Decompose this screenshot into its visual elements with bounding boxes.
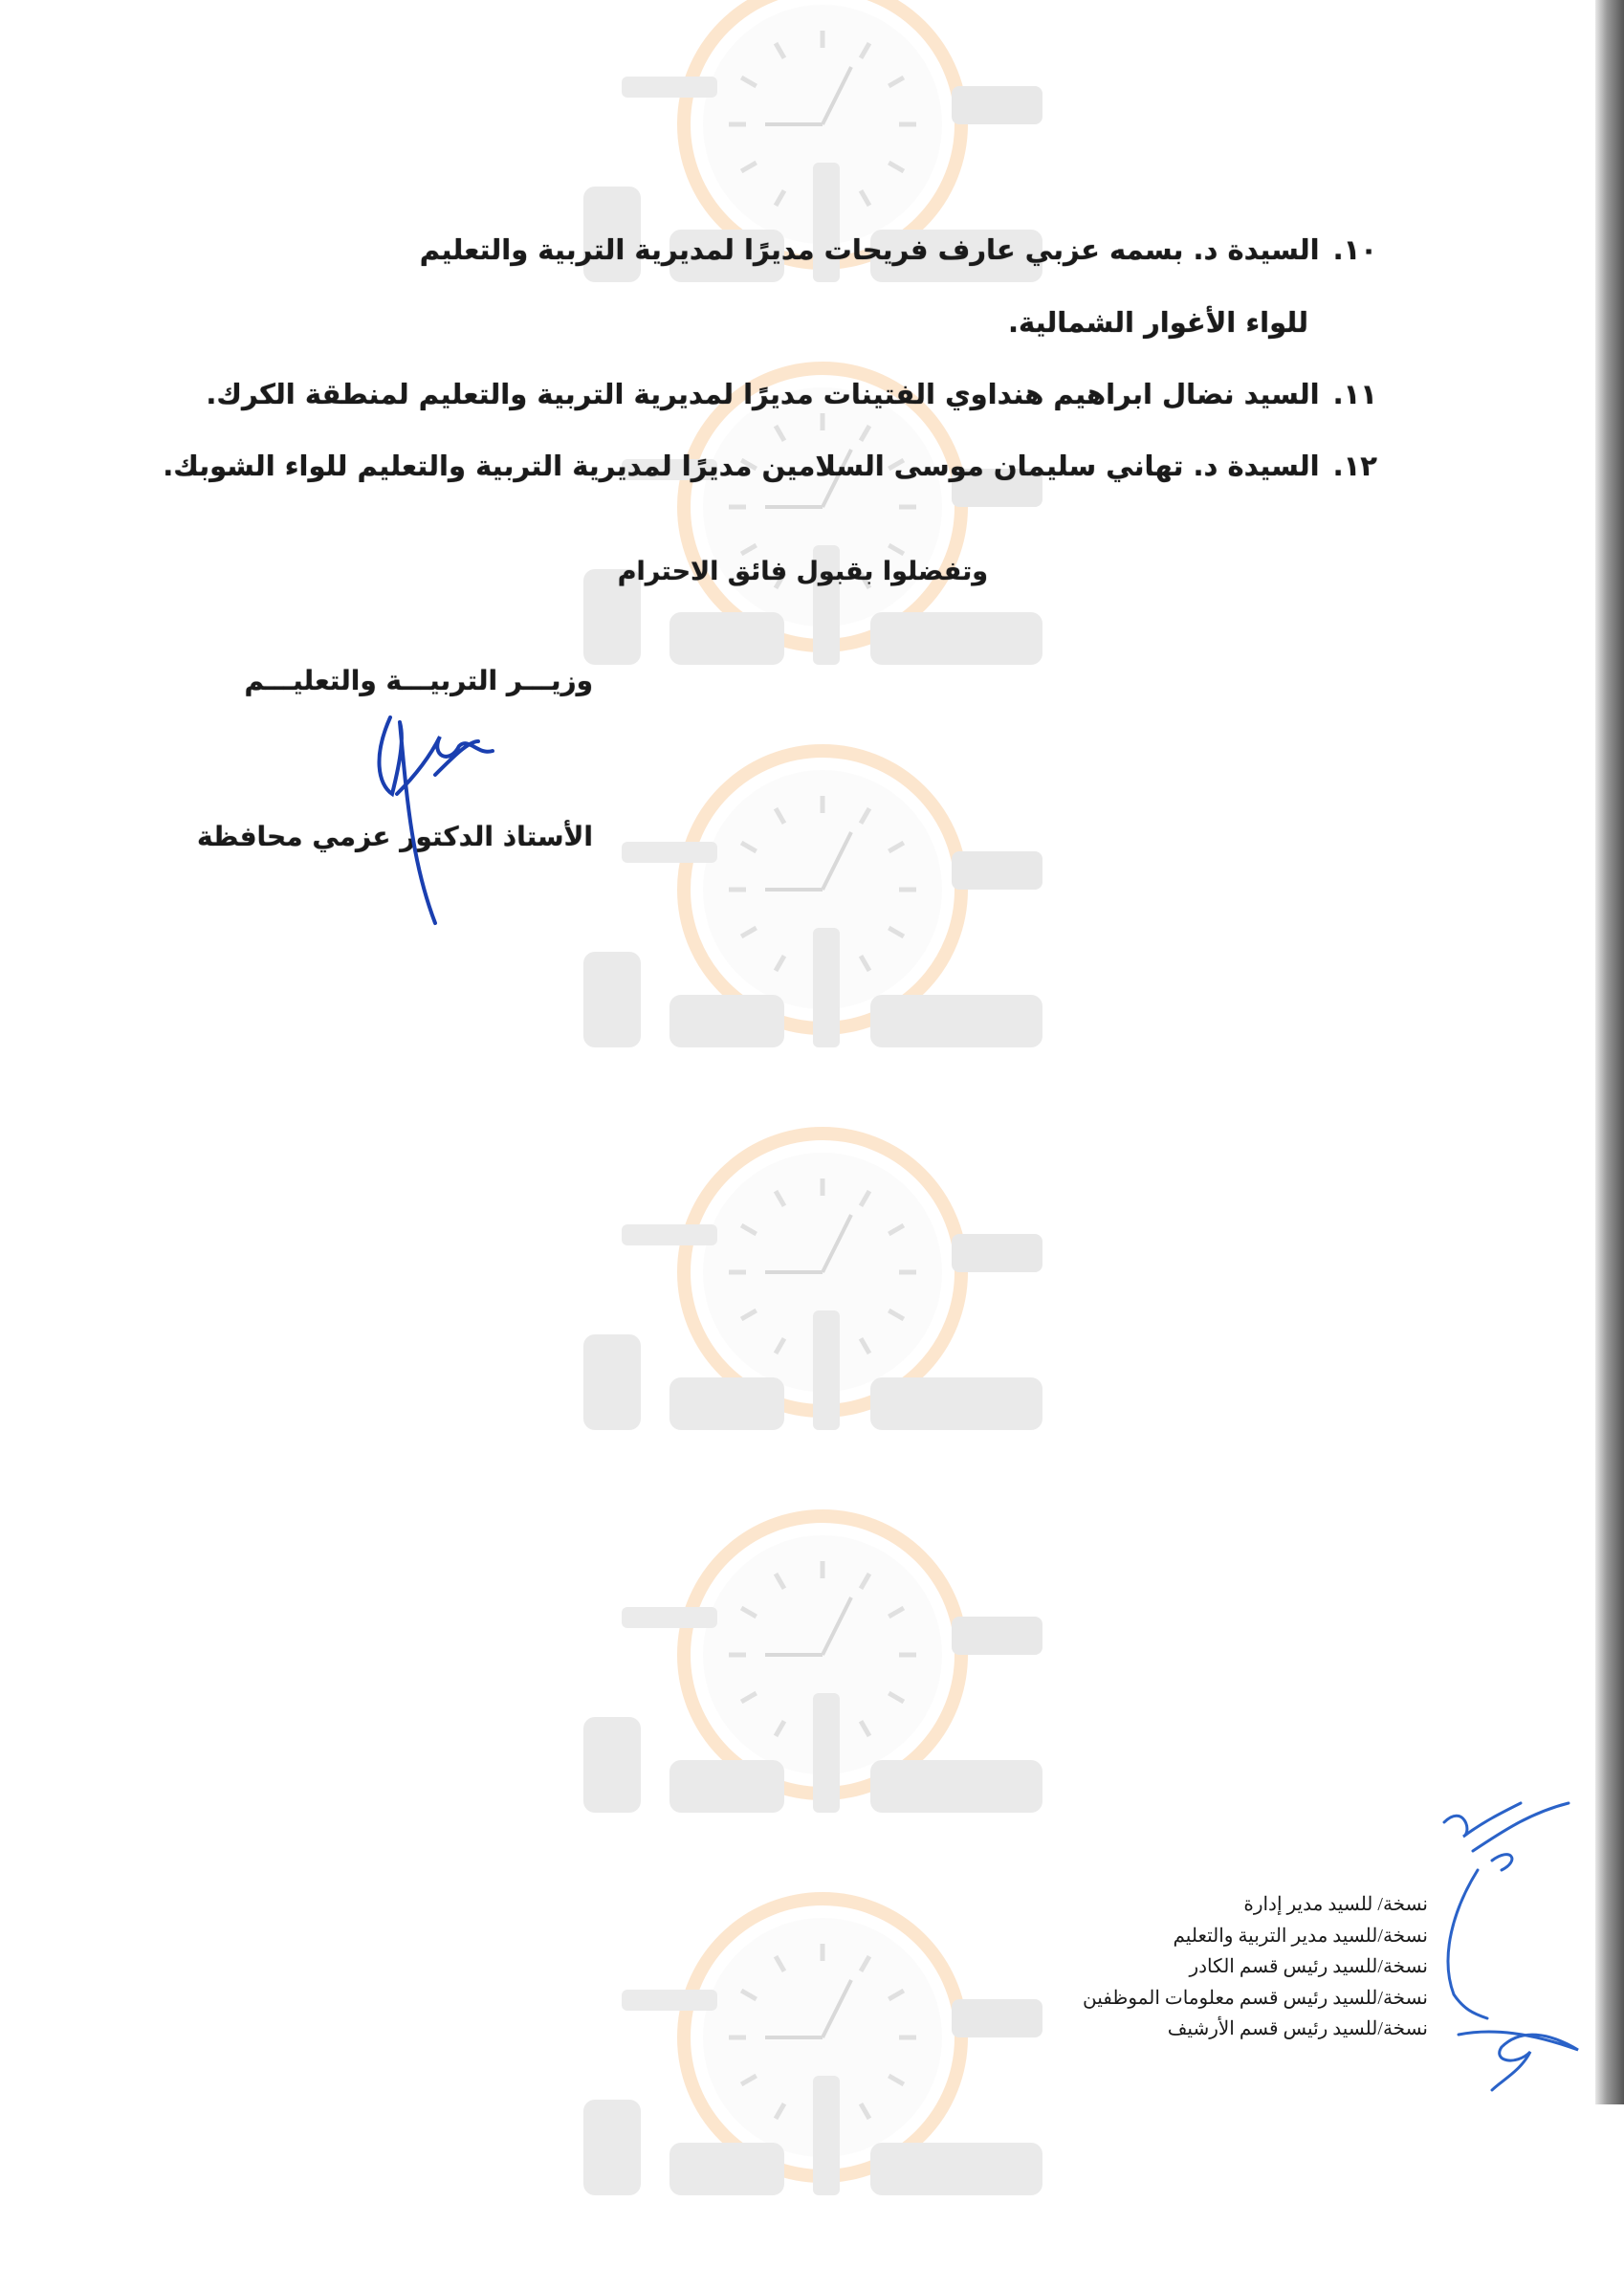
watermark-logo (516, 737, 1109, 1138)
copy-recipient: نسخة/للسيد رئيس قسم معلومات الموظفين (1083, 1987, 1428, 2009)
item-10-line1 (420, 233, 1377, 266)
item-number: ١٠. (1332, 233, 1377, 266)
item-text: السيد نضال ابراهيم هنداوي الفتينات مديرًا لمديرية التربية والتعليم لمنطقة الكرك. (206, 378, 1320, 410)
watermark-logo (516, 1502, 1109, 1904)
copies-list (1083, 1889, 1428, 2045)
copy-recipient: نسخة/للسيد رئيس قسم الكادر (1189, 1956, 1428, 1977)
item-10-line2: للواء الأغوار الشمالية. (1007, 306, 1308, 339)
signatory-name: الأستاذ الدكتور عزمي محافظة (196, 821, 593, 852)
item-number: ١٢. (1332, 450, 1377, 482)
item-text: السيدة د. تهاني سليمان موسى السلامين مديرًا لمديرية التربية والتعليم للواء الشوبك. (163, 450, 1320, 482)
watermark-logo (516, 1884, 1109, 2286)
initials-signatures (1435, 1794, 1588, 2100)
minister-signature (363, 698, 536, 928)
item-text: السيدة د. بسمه عزبي عارف فريحات مديرًا لمديرية التربية والتعليم (419, 233, 1320, 266)
watermark-logo (516, 1119, 1109, 1521)
item-11 (206, 378, 1377, 410)
signatory-title: وزيـــر التربيـــة والتعليـــم (244, 665, 593, 696)
copy-recipient: نسخة/للسيد مدير التربية والتعليم (1173, 1925, 1428, 1947)
copy-recipient: نسخة/للسيد رئيس قسم الأرشيف (1167, 2018, 1428, 2039)
watermark-logo (516, 354, 1109, 756)
item-number: ١١. (1332, 378, 1377, 410)
item-12 (163, 450, 1377, 482)
copy-recipient: نسخة/ للسيد مدير إدارة (1243, 1894, 1428, 1915)
closing: وتفضلوا بقبول فائق الاحترام (617, 557, 988, 586)
scan-edge (1595, 0, 1624, 2104)
